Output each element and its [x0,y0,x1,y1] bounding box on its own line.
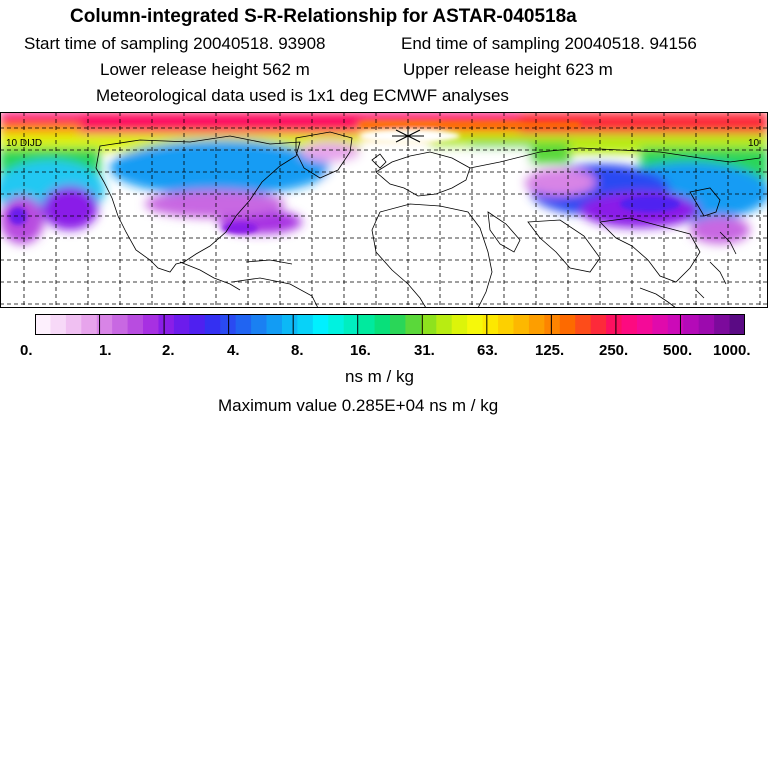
color-scale-cell [81,314,97,335]
color-scale-cell [683,314,699,335]
colorbar-units-label: ns m / kg [345,367,414,386]
colorbar-tick-label: 1. [99,342,112,359]
plot-title: Column-integrated S-R-Relationship for ASTAR-040518a [70,6,577,27]
colorbar-tick-label: 0. [20,342,33,359]
color-scale-cell [236,314,252,335]
maximum-value-label: Maximum value 0.285E+04 ns m / kg [218,396,499,415]
color-scale-cell [606,314,622,335]
color-scale-cell [297,314,313,335]
colorbar-tick-label: 1000. [713,342,751,359]
color-scale-cell [359,314,375,335]
color-scale-cell [328,314,344,335]
color-scale-cell [405,314,421,335]
color-scale-cell [421,314,437,335]
color-scale-cell [513,314,529,335]
colorbar-tick-label: 4. [227,342,240,359]
color-scale-cell [730,314,745,335]
color-scale-cell [128,314,144,335]
color-scale-cell [436,314,452,335]
color-scale-cell [452,314,468,335]
map-corner-label-right: 10 [748,138,760,149]
color-scale-cell [714,314,730,335]
colorbar-tick-label: 63. [477,342,498,359]
color-scale-cell [560,314,576,335]
color-scale-cell [529,314,545,335]
sensitivity-map [0,112,768,308]
color-scale-cell [66,314,82,335]
color-scale-cell [189,314,205,335]
color-scale-cell [652,314,668,335]
color-scale-cell [35,314,51,335]
color-scale-cell [375,314,391,335]
color-scale-cell [544,314,560,335]
color-scale-cell [622,314,638,335]
colorbar-tick-label: 125. [535,342,565,359]
color-scale-cell [282,314,298,335]
color-scale-cell [390,314,406,335]
lower-release-height-label: Lower release height 562 m [100,60,310,79]
map-corner-label-left: 10 DIJD [6,138,43,149]
color-scale-cell [174,314,190,335]
color-scale-cell [575,314,591,335]
map-canvas [0,112,768,308]
color-scale-cell [267,314,283,335]
colorbar-tick-label: 2. [162,342,175,359]
color-scale-cell [158,314,174,335]
colorbar-tick-label: 250. [599,342,629,359]
color-scale-cell [112,314,128,335]
start-time-label: Start time of sampling 20040518. 93908 [24,34,326,53]
color-scale-cell [668,314,684,335]
color-scale-cell [699,314,715,335]
color-scale-cell [467,314,483,335]
meteorological-data-label: Meteorological data used is 1x1 deg ECMWF analyses [96,86,509,105]
colorbar-tick-label: 500. [663,342,693,359]
colorbar-tick-label: 16. [350,342,371,359]
color-scale-cells [35,314,745,335]
color-scale-cell [483,314,499,335]
color-scale-cell [50,314,66,335]
color-scale-cell [591,314,607,335]
color-scale-cell [143,314,159,335]
color-scale-cell [637,314,653,335]
color-scale-cell [251,314,267,335]
upper-release-height-label: Upper release height 623 m [403,60,613,79]
colorbar-tick-label: 31. [414,342,435,359]
color-scale-cell [313,314,329,335]
color-scale-cell [205,314,221,335]
colorbar-tick-label: 8. [291,342,304,359]
color-scale-cell [498,314,514,335]
end-time-label: End time of sampling 20040518. 94156 [401,34,697,53]
color-scale-bar [35,314,745,335]
